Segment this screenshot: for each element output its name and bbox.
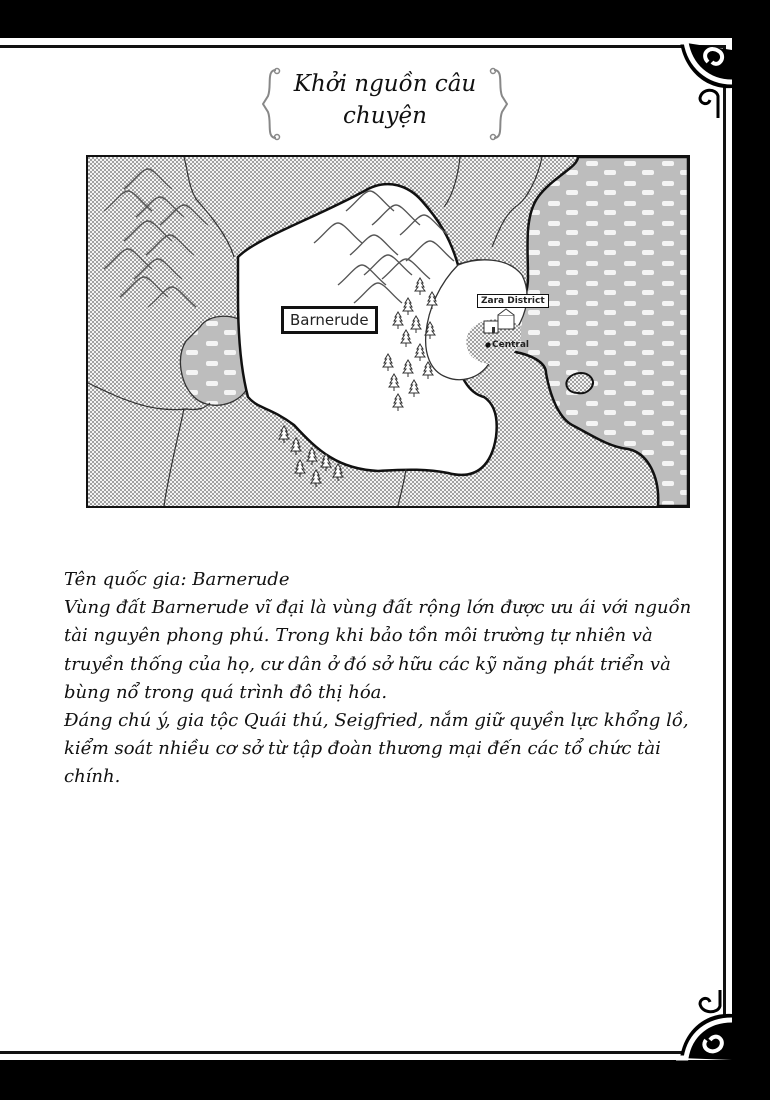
page-border-right [732,0,770,1100]
description-paragraph: Đáng chú ý, gia tộc Quái thú, Seigfried, nắm giữ quyền lực khổng lồ, kiểm soát nhiều cơ sở từ tập đoàn thương mại đến các tổ chức tài chính. [64,710,689,788]
description-paragraph: Vùng đất Barnerude vĩ đại là vùng đất rộng lớn được ưu ái với nguồn tài nguyên phong phú. Trong khi bảo tồn môi trường tự nhiên và truyền thống của họ, cư dân ở đó sở hữu các kỹ năng phát triển và bùng nổ trong quá trình đô thị hóa. [64,597,692,703]
description-paragraph: Tên quốc gia: Barnerude [64,569,290,590]
page-title [262,68,508,132]
page-border-line-bottom [0,1051,726,1054]
title-right-brace-icon [488,66,508,142]
kingdom-map [86,155,690,508]
title-line-2: chuyện [343,103,427,129]
title-line-1: Khởi nguồn câu [293,71,477,97]
map-label-city: Central [492,340,530,350]
page-border-line-top [0,45,726,48]
description [64,566,714,792]
map-label-country: Barnerude [281,306,378,334]
page-border-line-right [723,45,726,1055]
corner-flourish-bottom-right-icon [676,990,736,1070]
page-border-top [0,0,770,38]
corner-flourish-top-right-icon [676,30,736,120]
title-banner [262,62,508,144]
map-label-district: Zara District [477,294,549,308]
page-border-bottom [0,1060,770,1100]
